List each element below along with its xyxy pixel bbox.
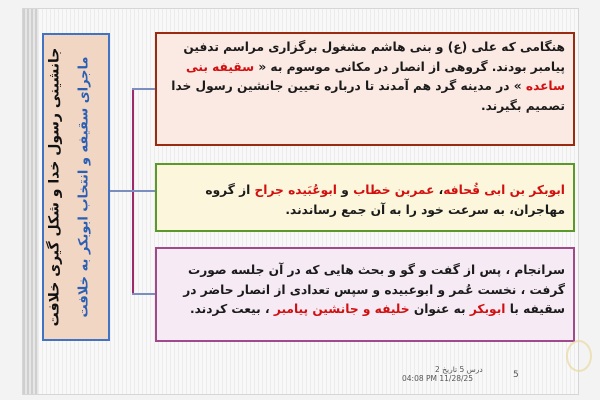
card3-text-3: ، بیعت کردند. bbox=[189, 302, 270, 316]
card2-highlight-umar: عمربن خطاب bbox=[353, 183, 435, 197]
card3-highlight-caliph: خلیفه و جانشین پیامبر bbox=[273, 302, 410, 316]
decorative-strip bbox=[23, 9, 38, 394]
card2-sep-1: ، bbox=[434, 183, 444, 197]
connector-top bbox=[132, 88, 155, 90]
card3-highlight-abubakr: ابوبکر bbox=[469, 302, 506, 316]
card2-highlight-abubakr: ابوبکر بن ابی قُحافه bbox=[443, 183, 565, 197]
slide-number: 5 bbox=[513, 370, 519, 380]
card1-text-1: هنگامی که علی (ع) و بنی هاشم مشغول برگزاری مراسم تدفین پیامبر بودند. گروهی از انصار در مکانی موسوم به « bbox=[183, 40, 565, 74]
title-rotated bbox=[46, 37, 92, 337]
card-saqifa-gathering bbox=[155, 32, 575, 146]
card1-highlight-saqifa: سقیفه بنی ساعده bbox=[186, 59, 565, 93]
title-line-2: ماجرای سقیفه و انتخاب ابوبکر به خلافت bbox=[76, 56, 92, 318]
card3-text-1: سرانجام ، پس از گفت و گو و بحث هایی که در آن جلسه صورت گرفت ، نخست عُمر و ابوعبیده و سپس تعدادی از انصار حاضر در سقیفه با bbox=[183, 263, 565, 316]
watermark-logo-icon bbox=[566, 340, 592, 372]
footer-lesson: درس 5 تاریخ 2 bbox=[435, 365, 483, 374]
connector-bottom bbox=[132, 293, 155, 295]
card-muhajirun-arrival bbox=[155, 163, 575, 232]
title-box bbox=[42, 33, 110, 341]
connector-middle bbox=[110, 190, 155, 192]
card3-text-2: به عنوان bbox=[409, 302, 466, 316]
card1-text-2: » در مدینه گرد هم آمدند تا درباره تعیین جانشین رسول خدا تصمیم بگیرند. bbox=[171, 79, 565, 113]
card2-highlight-abuubayda: ابوعُبَیده جراح bbox=[254, 183, 337, 197]
card2-text-1: از گروه مهاجران، به سرعت خود را به آن جمع رساندند. bbox=[205, 183, 565, 217]
card2-sep-2: و bbox=[337, 183, 354, 197]
card-allegiance bbox=[155, 247, 575, 342]
title-line-1: جانشینی رسول خدا و شکل گیری خلافت bbox=[46, 47, 63, 327]
footer-datetime: 04:08 PM 11/28/25 bbox=[402, 374, 474, 383]
